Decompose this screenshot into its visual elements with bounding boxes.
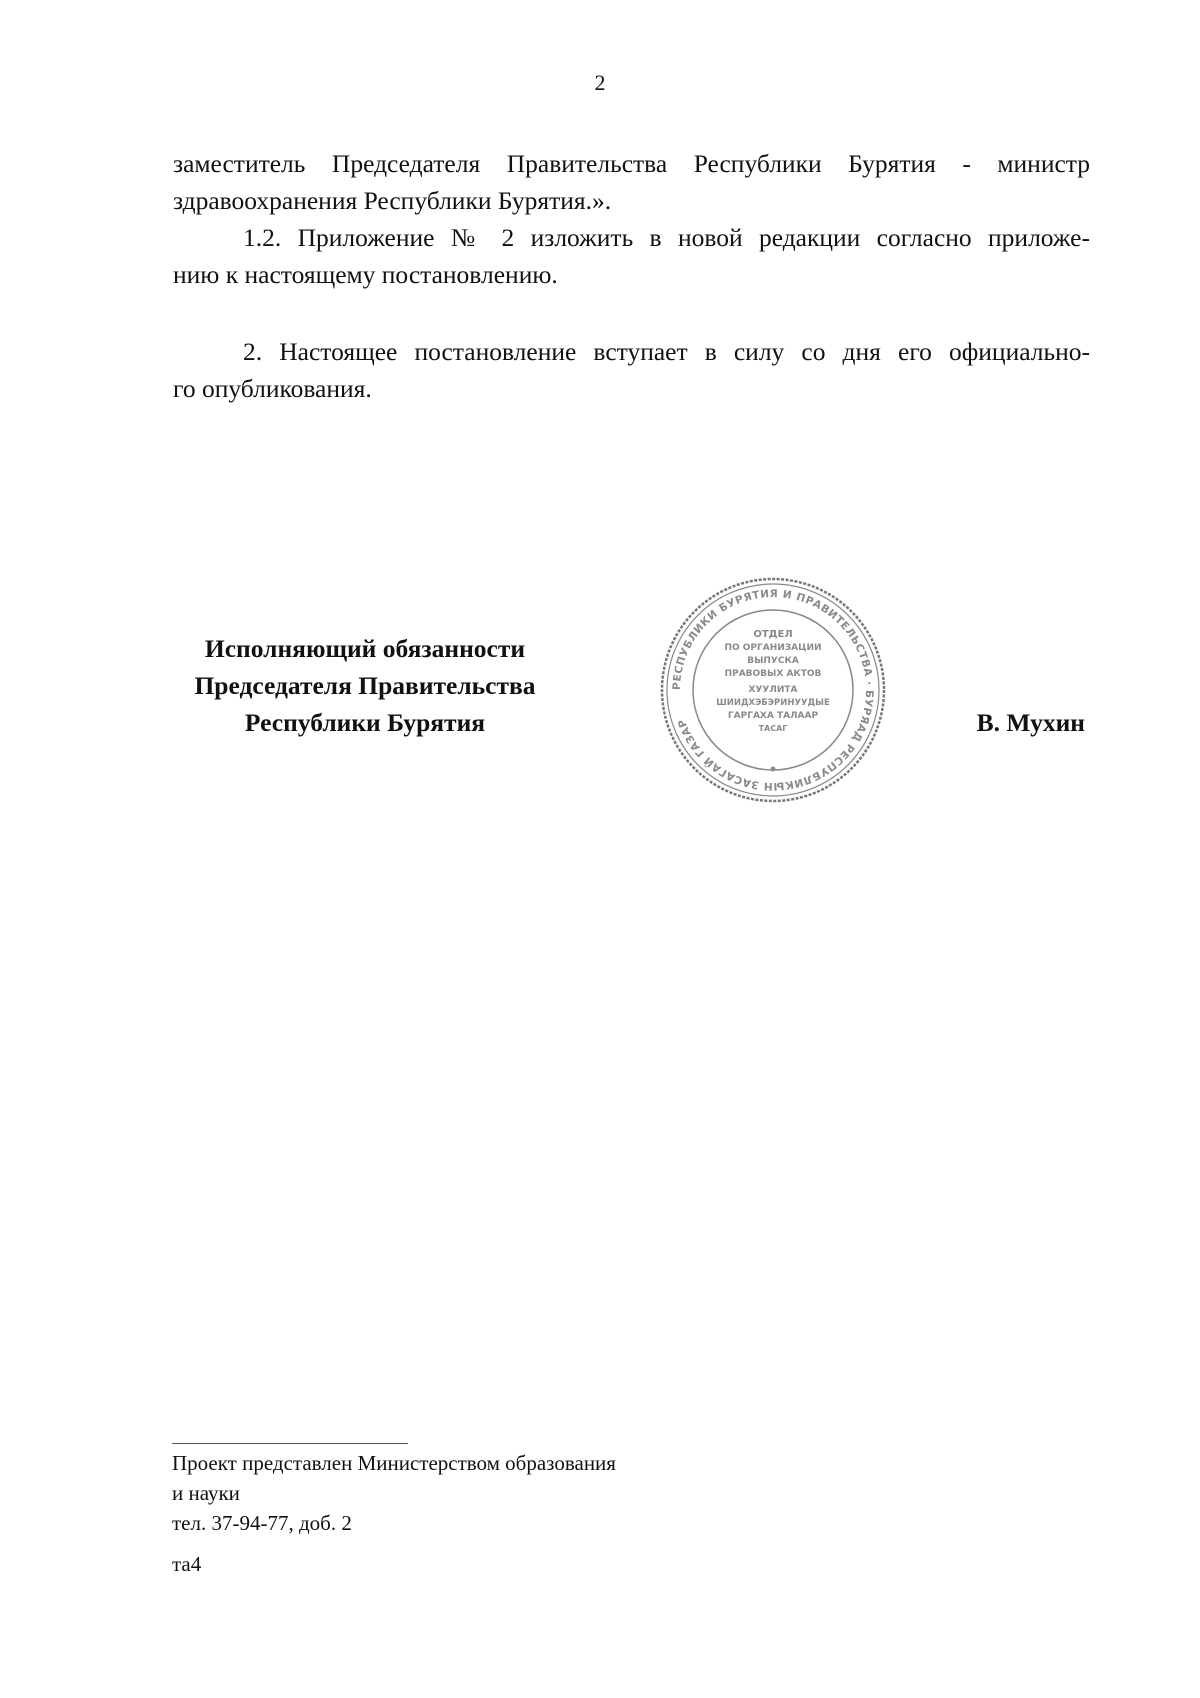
paragraph-3-line-1: 2. Настоящее постановление вступает в силу со дня его официально-: [243, 337, 1090, 366]
stamp-line-1: ОТДЕЛ: [753, 629, 793, 640]
stamp-dot-icon: [771, 767, 776, 772]
document-code-mark: та4: [172, 1552, 202, 1576]
stamp-line-7: ГАРГАХА ТАЛААР: [727, 711, 819, 721]
paragraph-1-line-1: заместитель Председателя Правительства Республики Бурятия - министр: [173, 149, 1090, 178]
page-number: 2: [594, 70, 606, 95]
stamp-line-6: ШИИДХЭБЭРИНУУДЫЕ: [716, 698, 830, 708]
footnote-line-2: и науки: [172, 1481, 240, 1505]
signer-title-line-2: Председателя Правительства: [194, 671, 536, 700]
stamp-line-5: ХУУЛИТА: [748, 685, 798, 695]
footnote: [172, 1448, 616, 1538]
paragraph-3: [173, 333, 1090, 407]
paragraph-1: [173, 145, 1090, 219]
stamp-line-2: ПО ОРГАНИЗАЦИИ: [724, 643, 822, 653]
footnote-line-3: тел. 37-94-77, доб. 2: [172, 1511, 352, 1535]
stamp-line-3: ВЫПУСКА: [747, 656, 799, 666]
footnote-line-1: Проект представлен Министерством образования: [172, 1451, 616, 1475]
signer-name: В. Мухин: [976, 708, 1085, 737]
paragraph-3-line-2: го опубликования.: [173, 374, 372, 403]
signer-title-line-3: Республики Бурятия: [244, 708, 486, 737]
official-seal-stamp: [658, 575, 888, 805]
footnote-rule: [172, 1443, 408, 1444]
stamp-ring-text: РЕСПУБЛИКИ БУРЯТИЯ И ПРАВИТЕЛЬСТВА · БУРЯАД РЕСПУБЛИКЫН ЗАСАГАЙ ГАЗАР: [670, 587, 876, 793]
paragraph-2-line-2: нию к настоящему постановлению.: [173, 260, 558, 289]
paragraph-1-line-2: здравоохранения Республики Бурятия.».: [173, 186, 612, 215]
stamp-line-8: ТАСАГ: [758, 724, 788, 733]
signer-title-line-1: Исполняющий обязанности: [204, 634, 526, 663]
stamp-line-4: ПРАВОВЫХ АКТОВ: [724, 669, 822, 679]
signer-title: [170, 630, 560, 741]
paragraph-2-line-1: 1.2. Приложение № 2 изложить в новой редакции согласно приложе-: [243, 223, 1090, 252]
paragraph-2: [173, 219, 1090, 293]
